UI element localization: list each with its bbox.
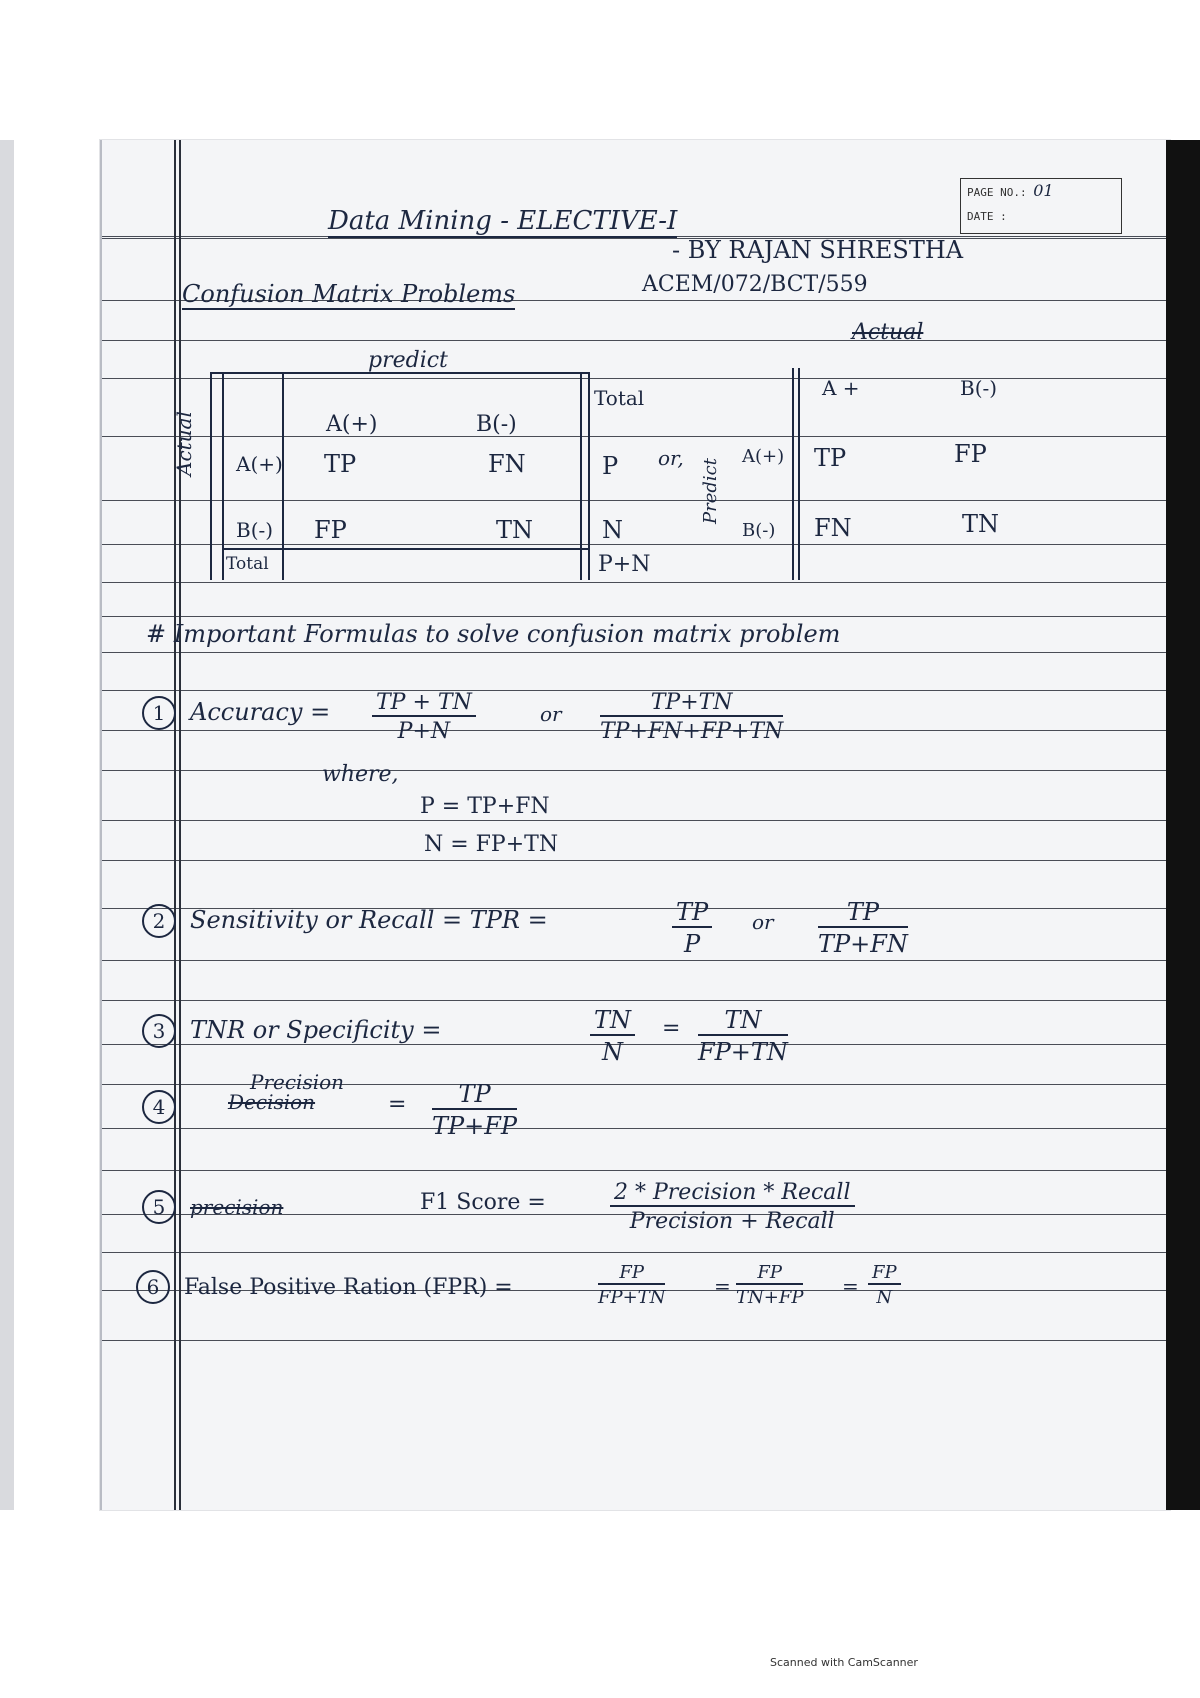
equals-sign: = <box>714 1274 731 1298</box>
denominator: N <box>876 1287 893 1308</box>
numerator: FP <box>736 1262 803 1285</box>
matrix1-tp: TP <box>324 450 357 478</box>
matrix2-row-a: A(+) <box>742 446 785 467</box>
or-text: or <box>540 702 562 726</box>
numerator: TP <box>818 898 908 928</box>
denominator: Precision + Recall <box>629 1209 835 1234</box>
page-title: Data Mining - ELECTIVE-I <box>328 206 678 236</box>
f1-label: F1 Score = <box>420 1190 546 1215</box>
sensitivity-fraction-a <box>672 898 712 958</box>
formulas-heading: # Important Formulas to solve confusion matrix problem <box>146 620 841 648</box>
accuracy-label: Accuracy = <box>190 698 331 726</box>
numerator: TP <box>432 1080 517 1110</box>
matrix1-top-label: predict <box>368 348 448 373</box>
where-text: where, <box>322 762 399 787</box>
denominator: TP+FN <box>818 930 908 958</box>
denominator: N <box>602 1038 623 1066</box>
scan-dark-edge <box>1166 140 1200 1510</box>
section-title: Confusion Matrix Problems <box>182 280 516 308</box>
matrix1-row-total: Total <box>226 554 269 574</box>
page-number: 01 <box>1033 181 1054 200</box>
numerator: TN <box>590 1006 635 1036</box>
fpr-label: False Positive Ration (FPR) = <box>184 1275 513 1300</box>
fpr-fraction-a <box>598 1262 665 1308</box>
formula-number: 1 <box>142 696 176 730</box>
roll-number: ACEM/072/BCT/559 <box>642 272 868 297</box>
matrix1-row-b: B(-) <box>236 518 274 542</box>
matrix1-pn: P+N <box>598 552 651 577</box>
matrix2-fn: FN <box>814 514 852 542</box>
equals-sign: = <box>662 1016 681 1041</box>
denominator: P+N <box>397 719 451 744</box>
fpr-fraction-c <box>868 1262 901 1308</box>
formula-number: 3 <box>142 1014 176 1048</box>
accuracy-fraction-b <box>600 690 783 744</box>
matrix1-n: N <box>602 516 623 544</box>
matrix2-fp: FP <box>954 440 987 468</box>
denominator: TN+FP <box>736 1287 804 1308</box>
scan-left-strip <box>0 140 14 1510</box>
precision-struck-label: Decision <box>228 1090 316 1114</box>
n-definition: N = FP+TN <box>424 832 559 857</box>
matrix1-row-a: A(+) <box>236 452 283 476</box>
formula-number: 2 <box>142 904 176 938</box>
matrix2-tn: TN <box>962 510 1000 538</box>
matrix1-fn: FN <box>488 450 526 478</box>
formula-number: 4 <box>142 1090 176 1124</box>
p-definition: P = TP+FN <box>420 794 550 819</box>
numerator: FP <box>598 1262 665 1285</box>
specificity-fraction-b <box>698 1006 788 1066</box>
equals-sign: = <box>842 1274 859 1298</box>
f1-fraction <box>610 1180 855 1234</box>
matrix2-top-label: Actual <box>852 320 924 345</box>
matrix1-p: P <box>602 452 619 480</box>
matrix1-or: or, <box>658 446 684 470</box>
numerator: TP <box>672 898 712 928</box>
sensitivity-fraction-b <box>818 898 908 958</box>
matrix1-col-total: Total <box>594 386 645 410</box>
denominator: FP+TN <box>598 1287 666 1308</box>
matrix1-col-b: B(-) <box>476 412 517 437</box>
page-number-box <box>960 178 1122 234</box>
numerator: 2 * Precision * Recall <box>610 1180 855 1207</box>
numerator: FP <box>868 1262 901 1285</box>
numerator: TN <box>698 1006 788 1036</box>
author-name: - BY RAJAN SHRESTHA <box>672 236 964 264</box>
matrix2-side-label: Predict <box>700 458 721 524</box>
or-text: or <box>752 910 774 934</box>
matrix2-col-b: B(-) <box>960 376 998 400</box>
scanner-watermark: Scanned with CamScanner <box>770 1656 918 1669</box>
denominator: TP+FP <box>432 1112 518 1140</box>
denominator: TP+FN+FP+TN <box>600 719 784 744</box>
denominator: P <box>684 930 701 958</box>
accuracy-fraction-a <box>372 690 476 744</box>
matrix1-col-a: A(+) <box>326 412 378 437</box>
fpr-fraction-b <box>736 1262 803 1308</box>
precision-fraction <box>432 1080 517 1140</box>
matrix1-tn: TN <box>496 516 534 544</box>
precision-label: Precision <box>250 1070 345 1094</box>
formula-number: 5 <box>142 1190 176 1224</box>
matrix2-tp: TP <box>814 444 847 472</box>
equals-sign: = <box>388 1092 407 1117</box>
date-label: DATE : <box>967 210 1007 223</box>
denominator: FP+TN <box>698 1038 788 1066</box>
notebook-page <box>100 140 1170 1510</box>
f1-struck-label: precision <box>190 1195 284 1219</box>
numerator: TP+TN <box>600 690 783 717</box>
matrix2-col-a: A + <box>822 376 860 400</box>
sensitivity-label: Sensitivity or Recall = TPR = <box>190 906 548 934</box>
formula-number: 6 <box>136 1270 170 1304</box>
matrix1-fp: FP <box>314 516 347 544</box>
page-label: PAGE NO.: <box>967 186 1027 199</box>
matrix1-side-label: Actual <box>172 411 196 476</box>
matrix2-row-b: B(-) <box>742 520 776 541</box>
specificity-fraction-a <box>590 1006 635 1066</box>
numerator: TP + TN <box>372 690 476 717</box>
specificity-label: TNR or Specificity = <box>190 1016 442 1044</box>
